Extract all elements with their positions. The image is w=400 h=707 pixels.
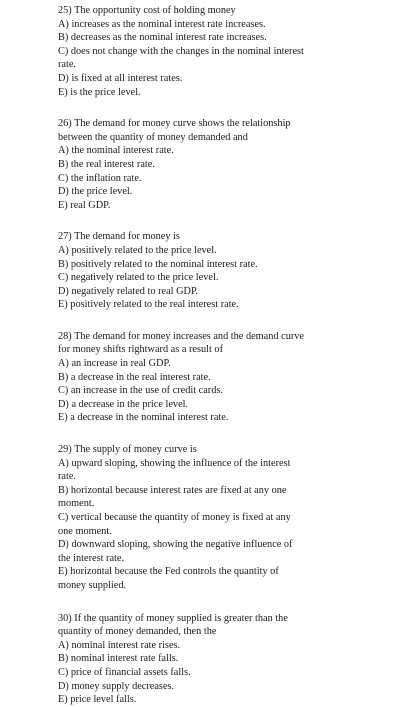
question-stem-continued: quantity of money demanded, then the xyxy=(58,626,217,638)
answer-option-c: C) the inflation rate. xyxy=(58,172,142,184)
answer-option-e-continued: money supplied. xyxy=(58,579,127,591)
answer-option-c: C) an increase in the use of credit cards. xyxy=(58,385,223,397)
answer-option-c: C) vertical because the quantity of money is fixed at any xyxy=(58,512,291,523)
answer-option-a: A) the nominal interest rate. xyxy=(58,145,174,157)
answer-option-d: D) is fixed at all interest rates. xyxy=(58,72,183,84)
question-28 xyxy=(58,330,354,425)
answer-option-d-continued: the interest rate. xyxy=(58,552,125,564)
answer-option-e: E) price level falls. xyxy=(58,694,137,706)
question-stem: 30) If the quantity of money supplied is greater than the xyxy=(58,612,288,624)
answer-option-d: D) a decrease in the price level. xyxy=(58,398,189,410)
answer-option-c: C) does not change with the changes in the nominal interest xyxy=(58,45,304,57)
answer-option-d: D) negatively related to real GDP. xyxy=(58,285,199,297)
question-25 xyxy=(58,4,354,99)
answer-option-c: C) negatively related to the price level. xyxy=(58,272,219,284)
answer-option-a: A) nominal interest rate rises. xyxy=(58,639,181,651)
question-27 xyxy=(58,230,354,312)
answer-option-a-continued: rate. xyxy=(58,471,77,483)
answer-option-c: C) price of financial assets falls. xyxy=(58,666,191,678)
answer-option-b: B) nominal interest rate falls. xyxy=(58,653,179,665)
answer-option-d: D) downward sloping, showing the negative influence of xyxy=(58,539,293,551)
answer-option-c-continued: one moment. xyxy=(58,525,112,537)
question-stem-continued: between the quantity of money demanded and xyxy=(58,131,248,143)
answer-option-d: D) money supply decreases. xyxy=(58,680,175,692)
document-page xyxy=(58,4,354,707)
answer-option-a: A) increases as the nominal interest rate increases. xyxy=(58,18,266,30)
answer-option-b: B) positively related to the nominal interest rate. xyxy=(58,258,258,270)
answer-option-e: E) horizontal because the Fed controls the quantity of xyxy=(58,566,279,578)
answer-option-e: E) real GDP. xyxy=(58,199,111,211)
answer-option-e: E) is the price level. xyxy=(58,86,141,98)
question-stem: 25) The opportunity cost of holding money xyxy=(58,5,236,16)
question-stem: 26) The demand for money curve shows the relationship xyxy=(58,118,291,130)
answer-option-b: B) decreases as the nominal interest rate increases. xyxy=(58,32,267,44)
question-stem-continued: for money shifts rightward as a result of xyxy=(58,344,223,356)
question-30 xyxy=(58,612,354,707)
question-stem: 28) The demand for money increases and the demand curve xyxy=(58,330,304,342)
question-26 xyxy=(58,117,354,212)
question-stem: 29) The supply of money curve is xyxy=(58,444,197,456)
answer-option-a: A) upward sloping, showing the influence of the interest xyxy=(58,457,291,469)
answer-option-a: A) positively related to the price level. xyxy=(58,244,217,256)
question-29 xyxy=(58,443,354,593)
answer-option-b: B) the real interest rate. xyxy=(58,158,155,170)
answer-option-a: A) an increase in real GDP. xyxy=(58,358,171,370)
answer-option-c-continued: rate. xyxy=(58,59,77,71)
answer-option-d: D) the price level. xyxy=(58,186,133,198)
answer-option-e: E) positively related to the real interest rate. xyxy=(58,299,239,311)
answer-option-e: E) a decrease in the nominal interest rate. xyxy=(58,412,229,424)
answer-option-b: B) a decrease in the real interest rate. xyxy=(58,371,211,383)
answer-option-b-continued: moment. xyxy=(58,498,95,510)
question-stem: 27) The demand for money is xyxy=(58,231,180,243)
answer-option-b: B) horizontal because interest rates are fixed at any one xyxy=(58,484,287,496)
